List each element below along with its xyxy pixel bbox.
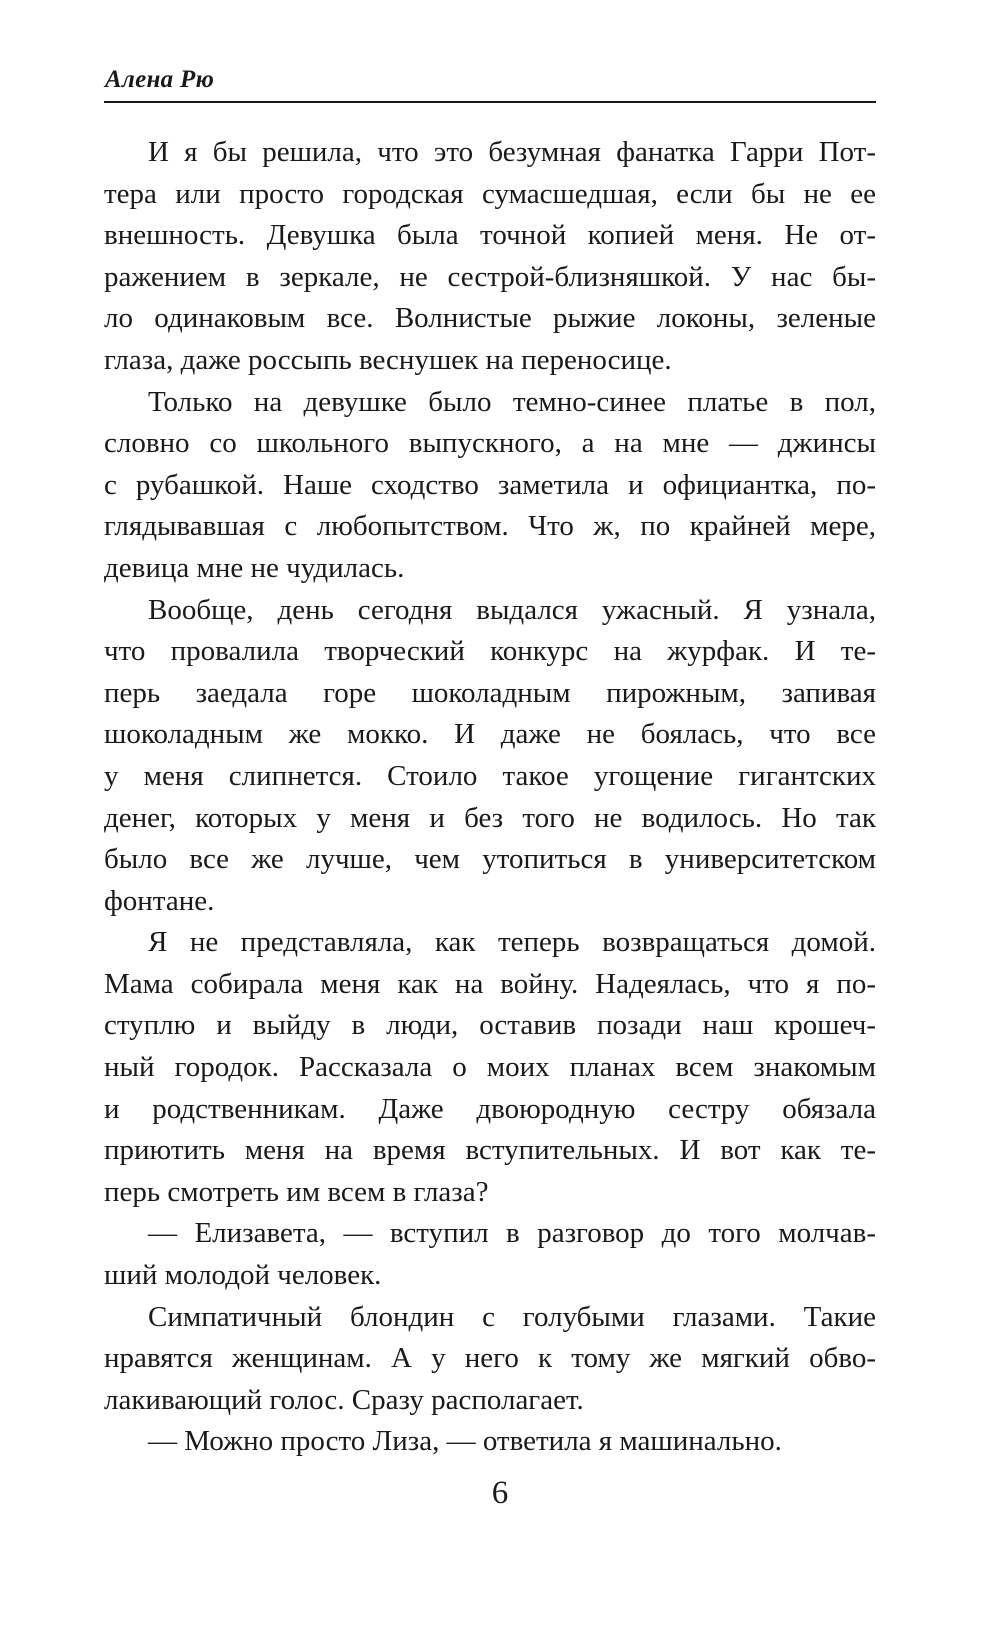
text-line: глядывавшая с любопытством. Что ж, по крайней мере,	[104, 510, 876, 543]
text-block	[104, 132, 876, 1463]
text-line: фонтане.	[104, 884, 215, 917]
text-line: внешность. Девушка была точной копией меня. Не от-	[104, 219, 876, 252]
text-line: — Елизавета, — вступил в разговор до того молчав-	[148, 1217, 876, 1250]
text-line: девица мне не чудилась.	[104, 551, 405, 584]
text-line: глаза, даже россыпь веснушек на переносице.	[104, 343, 672, 376]
text-line: тера или просто городская сумасшедшая, если бы не ее	[104, 177, 876, 210]
text-line: ступлю и выйду в люди, оставив позади наш крошеч-	[104, 1009, 876, 1042]
text-line: лакивающий голос. Сразу располагает.	[104, 1383, 584, 1416]
text-line: Симпатичный блондин с голубыми глазами. Такие	[148, 1300, 876, 1333]
text-line: денег, которых у меня и без того не водилось. Но так	[104, 801, 876, 834]
page-number: 6	[491, 1475, 509, 1511]
text-line: словно со школьного выпускного, а на мне — джинсы	[104, 427, 876, 460]
running-head: Алена Рю	[105, 66, 215, 93]
text-line: что провалила творческий конкурс на журфак. И те-	[104, 635, 876, 668]
text-line: ший молодой человек.	[104, 1259, 382, 1292]
text-line: И я бы решила, что это безумная фанатка Гарри Пот-	[148, 136, 876, 168]
text-line: ный городок. Рассказала о моих планах всем знакомым	[104, 1051, 876, 1084]
text-line: у меня слипнется. Стоило такое угощение гигантских	[104, 759, 876, 792]
text-line: Мама собирала меня как на войну. Надеялась, что я по-	[104, 967, 876, 1000]
text-line: и родственникам. Даже двоюродную сестру обязала	[104, 1092, 876, 1125]
text-line: ражением в зеркале, не сестрой-близняшкой. У нас бы-	[104, 260, 876, 293]
text-line: с рубашкой. Наше сходство заметила и официантка, по-	[104, 468, 876, 501]
text-line: Только на девушке было темно-синее платье в пол,	[148, 385, 876, 418]
text-line: Я не представляла, как теперь возвращаться домой.	[148, 926, 876, 959]
text-line: Вообще, день сегодня выдался ужасный. Я узнала,	[148, 593, 876, 626]
text-line: — Можно просто Лиза, — ответила я машинально.	[148, 1425, 782, 1458]
text-line: ло одинаковым все. Волнистые рыжие локоны, зеленые	[104, 302, 876, 335]
text-line: перь заедала горе шоколадным пирожным, запивая	[104, 676, 876, 709]
text-line: приютить меня на время вступительных. И вот как те-	[104, 1134, 876, 1167]
text-line: шоколадным же мокко. И даже не боялась, что все	[104, 718, 876, 751]
text-line: нравятся женщинам. А у него к тому же мягкий обво-	[104, 1342, 876, 1375]
text-line: было все же лучше, чем утопиться в университетском	[104, 843, 876, 876]
text-line: перь смотреть им всем в глаза?	[104, 1175, 489, 1208]
header-rule	[104, 101, 876, 103]
